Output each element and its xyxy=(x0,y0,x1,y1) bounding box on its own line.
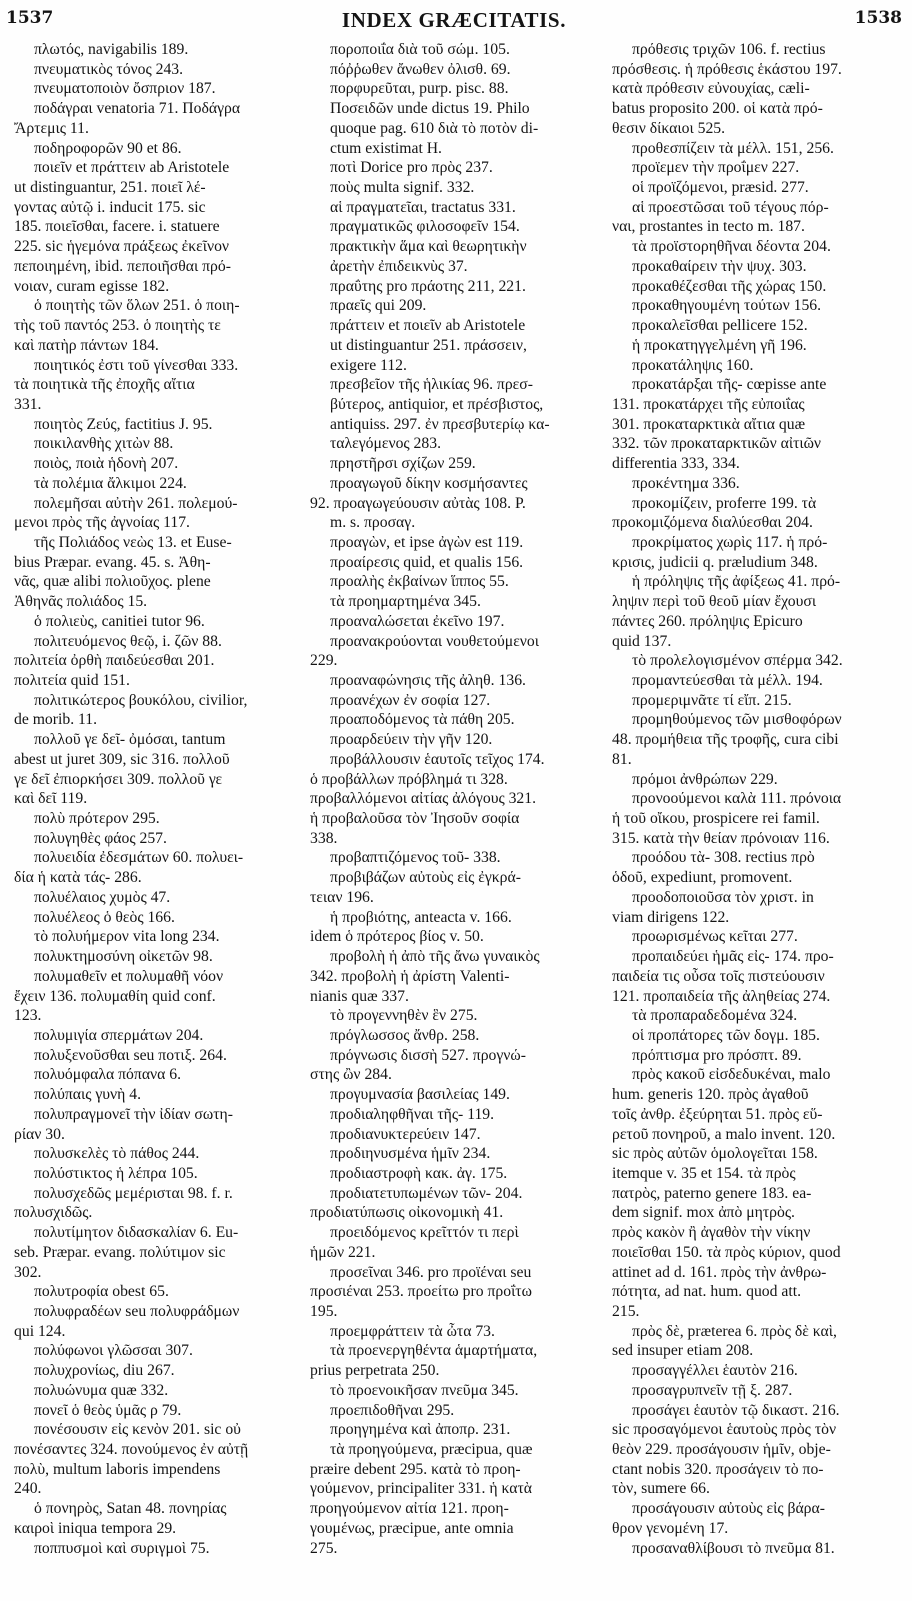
index-line: προβαλλόμενοι αἰτίας ἀλόγους 321. xyxy=(310,790,537,808)
index-line: bius Præpar. evang. 45. s. Ἀθη- xyxy=(14,553,211,571)
index-line: 302. xyxy=(14,1263,42,1281)
index-line: πολύπαις γυνὴ 4. xyxy=(34,1086,142,1104)
index-line: idem ὁ πρότερος βίος v. 50. xyxy=(310,928,484,946)
index-line: πόῤῥωθεν ἄνωθεν ὀλισθ. 69. xyxy=(330,60,511,78)
index-line: προδιατύπωσις οἰκονομικὴ 41. xyxy=(310,1204,504,1222)
index-line: πραΰτης pro πράοτης 211, 221. xyxy=(330,277,526,295)
index-line: οἱ προϊζόμενοι, præsid. 277. xyxy=(632,179,809,197)
index-line: προβάλλουσιν ἑαυτοῖς τεῖχος 174. xyxy=(330,750,545,768)
index-line: κατὰ πρόθεσιν εὐνουχίας, cæli- xyxy=(612,80,810,98)
index-line: πλωτός, navigabilis 189. xyxy=(34,41,189,58)
index-line: πατρὸς, paterno genere 183. ea- xyxy=(612,1184,812,1202)
index-line: προηγημένα καὶ ἀποπρ. 231. xyxy=(330,1421,511,1439)
index-line: 229. xyxy=(310,652,338,670)
index-line: sic προσαγόμενοι ἑαυτοὺς πρὸς τὸν xyxy=(612,1421,837,1439)
index-line: τὸν, sumere 66. xyxy=(612,1480,710,1498)
index-line: ρίαν 30. xyxy=(14,1125,65,1143)
index-line: γε δεῖ ἐπιορκήσει 309. πολλοῦ γε xyxy=(14,770,223,788)
index-line: πολὺ, multum laboris impendens xyxy=(14,1460,221,1478)
index-line: sed insuper etiam 208. xyxy=(612,1342,754,1360)
index-line: πρεσβεῖον τῆς ἡλικίας 96. πρεσ- xyxy=(330,376,533,394)
index-line: ποππυσμοὶ καὶ συριγμοὶ 75. xyxy=(34,1539,210,1557)
index-line: de morib. 11. xyxy=(14,711,98,729)
index-line: καὶ δεῖ 119. xyxy=(14,790,88,808)
index-line: ποδάγραι venatoria 71. Ποδάγρα xyxy=(34,100,241,118)
index-line: ποιὸς, ποιὰ ἡδονὴ 207. xyxy=(34,455,179,473)
index-line: προσάγει ἑαυτὸν τῷ δικαστ. 216. xyxy=(632,1401,840,1419)
index-line: 275. xyxy=(310,1539,338,1557)
index-line: προμεριμνᾶτε τί εἴπ. 215. xyxy=(632,691,792,709)
index-line: differentia 333, 334. xyxy=(612,455,740,473)
index-line: πρόγλωσσος ἄνθρ. 258. xyxy=(330,1026,480,1044)
index-line: προεπιδοθῆναι 295. xyxy=(330,1401,455,1419)
index-line: πονέσουσιν εἰς κενὸν 201. sic οὐ xyxy=(34,1421,241,1439)
index-line: προσαναθλίβουσι τὸ πνεῦμα 81. xyxy=(632,1539,835,1557)
index-line: ὁ πονηρὸς, Satan 48. πονηρίας xyxy=(34,1500,227,1518)
index-line: προδιαστροφὴ κακ. ἀγ. 175. xyxy=(330,1164,508,1182)
index-line: στης ὢν 284. xyxy=(310,1066,392,1084)
index-line: προδιατετυπωμένων τῶν- 204. xyxy=(330,1184,523,1202)
index-line: τὸ πολυήμερον vita long 234. xyxy=(34,928,220,946)
index-line: ποιεῖν et πράττειν ab Aristotele xyxy=(34,159,230,177)
index-line: πολυμαθεῖν et πολυμαθῆ νόον xyxy=(34,967,224,985)
index-line: κρισις, judicii q. præludium 348. xyxy=(612,553,818,571)
index-line: 342. προβολὴ ἡ ἀρίστη Valenti- xyxy=(310,967,510,985)
index-column-2 xyxy=(310,40,600,1558)
index-line: πραγματικῶς φιλοσοφεῖν 154. xyxy=(330,218,520,236)
index-line: τὴς τοῦ παντός 253. ὁ ποιητὴς τε xyxy=(14,317,221,335)
index-line: πράττειν et ποιεῖν ab Aristotele xyxy=(330,317,526,335)
page-title: INDEX GRÆCITATIS. xyxy=(341,8,567,32)
index-line: πονέσαντες 324. πονούμενος ἐν αὐτῇ xyxy=(14,1441,249,1459)
index-line: τὰ πολέμια ἄλκιμοι 224. xyxy=(34,474,187,492)
index-line: 240. xyxy=(14,1480,42,1498)
index-line: prius perpetrata 250. xyxy=(310,1362,440,1380)
index-line: quid 137. xyxy=(612,632,672,650)
index-line: τὸ προενοικῆσαν πνεῦμα 345. xyxy=(330,1381,519,1399)
index-line: ποιητικός ἐστι τοῦ γίνεσθαι 333. xyxy=(34,356,239,374)
index-line: νοιαν, curam egisse 182. xyxy=(14,277,170,295)
index-line: 131. προκατάρχει τῆς εὐποιΐας xyxy=(612,395,805,413)
index-line: hum. generis 120. πρὸς ἀγαθοῦ xyxy=(612,1086,809,1104)
index-line: ρετοῦ πονηροῦ, a malo invent. 120. xyxy=(612,1125,836,1143)
index-line: antiquiss. 297. ἐν πρεσβυτερίῳ κα- xyxy=(330,415,550,433)
index-line: ὁ προβάλλων πρόβλημά τι 328. xyxy=(310,770,508,788)
index-line: ποιεῖσθαι 150. τὰ πρὸς κύριον, quod xyxy=(612,1243,841,1261)
index-line: πολυξενοῦσθαι seu ποτιξ. 264. xyxy=(34,1046,227,1064)
index-line: m. s. προσαγ. xyxy=(330,514,416,532)
index-line: τὰ προενεργηθέντα ἁμαρτήματα, xyxy=(330,1342,538,1360)
index-line: ἡ τοῦ οἴκου, prospicere rei famil. xyxy=(612,810,820,828)
index-line: 185. ποιεῖσθαι, facere. i. statuere xyxy=(14,218,220,236)
index-line: προβιβάζων αὐτοὺς εἰς ἐγκρά- xyxy=(330,869,521,887)
index-line: προσαγγέλλει ἑαυτὸν 216. xyxy=(632,1362,798,1380)
index-line: πρόγνωσις δισσὴ 527. προγνώ- xyxy=(330,1046,526,1064)
index-line: προοδοποιοῦσα τὸν χριστ. in xyxy=(632,888,814,906)
index-line: præire debent 295. κατὰ τὸ προη- xyxy=(310,1460,521,1478)
index-line: πονεῖ ὁ θεὸς ὑμᾶς ρ 79. xyxy=(34,1401,182,1419)
index-line: ἡ πρόληψις τῆς ἀφίξεως 41. πρό- xyxy=(632,573,841,591)
index-line: πρὸς δὲ, præterea 6. πρὸς δὲ καὶ, xyxy=(632,1322,837,1340)
index-line: 225. sic ἡγεμόνα πράξεως ἐκεῖνον xyxy=(14,238,230,256)
index-line: πρόθεσις τριχῶν 106. f. rectius xyxy=(632,41,826,58)
index-line: ὁ πολιεὺς, canitiei tutor 96. xyxy=(34,612,205,630)
index-line: θρον γενομένη 17. xyxy=(612,1519,729,1537)
index-line: προσάγουσιν αὐτοὺς εἰς βάρα- xyxy=(632,1500,825,1518)
index-line: προκατάληψις 160. xyxy=(632,356,754,374)
index-line: 81. xyxy=(612,750,632,768)
index-line: πολυσχιδῶς. xyxy=(14,1204,93,1222)
index-line: προανέχων ἐν σοφία 127. xyxy=(330,691,491,709)
index-line: πάντες 260. πρόληψις Epicuro xyxy=(612,612,803,630)
index-line: ἀρετὴν ἐπιδεικνὺς 37. xyxy=(330,257,468,275)
index-line: θεσιν δίκαιοι 525. xyxy=(612,119,726,137)
index-line: 315. κατὰ τὴν θείαν πρόνοιαν 116. xyxy=(612,829,830,847)
index-line: προειδόμενος κρεῖττόν τι περὶ xyxy=(330,1224,519,1242)
index-line: τῆς Πολιάδος νεὼς 13. et Euse- xyxy=(34,533,232,551)
index-line: 121. προπαιδεία τῆς ἀληθείας 274. xyxy=(612,987,831,1005)
index-line: ποδηροφορῶν 90 et 86. xyxy=(34,139,182,157)
index-line: ut distinguantur, 251. ποιεῖ λέ- xyxy=(14,179,206,197)
index-line: προαναφώνησις τῆς ἀληθ. 136. xyxy=(330,672,526,689)
index-line: Ποσειδῶν unde dictus 19. Philo xyxy=(330,100,530,118)
index-line: δία ἡ κατὰ τάς- 286. xyxy=(14,869,142,887)
index-line: προσαγρυπνεῖν τῇ ξ. 287. xyxy=(632,1381,793,1399)
index-line: προαποδόμενος τὰ πάθη 205. xyxy=(330,711,515,729)
index-line: προαίρεσις quid, et qualis 156. xyxy=(330,553,524,571)
index-line: πολύφωνοι γλῶσσαι 307. xyxy=(34,1342,193,1360)
index-line: attinet ad d. 161. πρὸς τὴν ἀνθρω- xyxy=(612,1263,827,1281)
index-line: προδιανυκτερεύειν 147. xyxy=(330,1125,481,1143)
index-line: προκρίματος χωρὶς 117. ἡ πρό- xyxy=(632,533,828,551)
index-line: γοντας αὐτῷ i. inducit 175. sic xyxy=(14,198,206,216)
index-line: 123. xyxy=(14,1007,42,1025)
index-line: πρὸς κακὸν ἢ ἀγαθὸν τὴν νίκην xyxy=(612,1224,811,1242)
index-line: πότητα, ad nat. hum. quod att. xyxy=(612,1283,802,1301)
index-line: πολιτεία ὀρθὴ παιδεύεσθαι 201. xyxy=(14,652,215,670)
index-line: πολιτικώτερος βουκόλου, civilior, xyxy=(34,691,248,709)
index-line: προσεῖναι 346. pro προϊέναι seu xyxy=(330,1263,532,1281)
index-line: πολυσκελὲς τὸ πάθος 244. xyxy=(34,1145,200,1163)
index-line: καὶ πατὴρ πάντων 184. xyxy=(14,336,159,354)
index-line: τὰ προπαραδεδομένα 324. xyxy=(632,1007,798,1025)
index-line: προαγωγοῦ δίκην κοσμήσαντες xyxy=(330,474,528,492)
index-line: πρὸς κακοῦ εἰσδεδυκέναι, malo xyxy=(632,1066,831,1084)
index-line: πρόσθεσις. ἡ πρόθεσις ἑκάστου 197. xyxy=(612,60,842,78)
index-line: ὁδοῦ, expediunt, promovent. xyxy=(612,869,793,887)
index-line: seb. Præpar. evang. πολύτιμον sic xyxy=(14,1243,226,1261)
index-line: exigere 112. xyxy=(330,356,407,374)
index-line: προμηθούμενος τῶν μισθοφόρων xyxy=(632,711,842,729)
index-line: πνευματικὸς τόνος 243. xyxy=(34,60,184,78)
index-column-3 xyxy=(612,40,904,1558)
index-line: πολυκτημοσύνη οἰκετῶν 98. xyxy=(34,948,213,966)
index-line: ctum existimat H. xyxy=(330,139,442,157)
index-line: προκαθηγουμένη τούτων 156. xyxy=(632,297,822,315)
index-line: nianis quæ 337. xyxy=(310,987,409,1005)
index-line: παιδεία τις οὖσα τοῖς πιστεύουσιν xyxy=(612,967,825,985)
index-line: batus proposito 200. οἱ κατὰ πρό- xyxy=(612,100,823,118)
index-line: πολυφραδέων seu πολυφράδμων xyxy=(34,1303,240,1320)
index-line: προβολὴ ἡ ἀπὸ τῆς ἄνω γυναικὸς xyxy=(330,948,540,966)
index-line: προόδου τὰ- 308. rectius πρὸ xyxy=(632,849,815,867)
index-line: τοῖς ἀνθρ. ἐξεύρηται 51. πρὸς εὕ- xyxy=(612,1105,823,1123)
page-number-left: 1537 xyxy=(6,8,54,28)
index-line: προκαθέζεσθαι τῆς χώρας 150. xyxy=(632,277,827,295)
index-line: ποὺς multa signif. 332. xyxy=(330,179,475,197)
index-line: προκαθαίρειν τὴν ψυχ. 303. xyxy=(632,257,807,275)
index-line: quoque pag. 610 διὰ τὸ ποτὸν di- xyxy=(330,119,539,137)
index-line: dem signif. mox ἀπὸ μητρὸς. xyxy=(612,1204,795,1222)
index-line: abest ut juret 309, sic 316. πολλοῦ xyxy=(14,750,230,768)
index-line: προδιηνυσμένα ἡμῖν 234. xyxy=(330,1145,491,1163)
index-line: προβαπτιζόμενος τοῦ- 338. xyxy=(330,849,501,867)
index-line: προκατάρξαι τῆς- cœpisse ante xyxy=(632,376,827,394)
index-line: προαναλώσεται ἐκεῖνο 197. xyxy=(330,612,505,630)
index-line: ut distinguantur 251. πράσσειν, xyxy=(330,336,527,354)
index-line: πολυώνυμα quæ 332. xyxy=(34,1381,169,1399)
index-line: 195. xyxy=(310,1303,338,1320)
index-line: προκομιζόμενα διαλύεσθαι 204. xyxy=(612,514,813,532)
index-line: 331. xyxy=(14,395,42,413)
index-line: γουμένως, præcipue, ante omnia xyxy=(310,1519,514,1537)
index-line: 92. προαγωγεύουσιν αὐτὰς 108. P. xyxy=(310,494,526,512)
index-line: viam dirigens 122. xyxy=(612,908,730,926)
index-line: Ἄρτεμις 11. xyxy=(14,119,89,137)
index-line: πεποιημένη, ibid. πεποιῆσθαι πρό- xyxy=(14,257,231,275)
index-line: πολυτροφία obest 65. xyxy=(34,1283,169,1301)
index-line: προαρδεύειν τὴν γῆν 120. xyxy=(330,731,493,749)
index-line: qui 124. xyxy=(14,1322,66,1340)
index-line: προκέντημα 336. xyxy=(632,474,740,492)
index-line: μενοι πρὸς τῆς ἀγνοίας 117. xyxy=(14,514,190,532)
index-line: ἡ προβαλοῦσα τὸν Ἰησοῦν σοφία xyxy=(310,810,520,828)
index-line: 332. τῶν προκαταρκτικῶν αἰτιῶν xyxy=(612,435,822,453)
index-line: πολυμιγία σπερμάτων 204. xyxy=(34,1026,204,1044)
index-line: τὰ προημαρτημένα 345. xyxy=(330,593,481,611)
index-line: 301. προκαταρκτικὰ αἴτια quæ xyxy=(612,415,806,433)
index-line: προαλὴς ἐκβαίνων ἵππος 55. xyxy=(330,573,509,591)
index-column-1 xyxy=(14,40,298,1558)
index-line: ὁ ποιητὴς τῶν ὅλων 251. ὁ ποιη- xyxy=(34,297,240,315)
index-line: τὰ προηγούμενα, præcipua, quæ xyxy=(330,1441,533,1459)
index-line: πολλοῦ γε δεῖ- ὀμόσαι, tantum xyxy=(34,731,226,749)
index-line: sic πρὸς αὐτῶν ὁμολογεῖται 158. xyxy=(612,1145,818,1163)
index-line: τὰ ποιητικὰ τῆς ἐποχῆς αἴτια xyxy=(14,376,195,394)
index-line: προμαντεύεσθαι τὰ μέλλ. 194. xyxy=(632,672,823,689)
index-line: προπαιδεύει ἡμᾶς εἰς- 174. προ- xyxy=(632,948,834,966)
index-line: προανακρούονται νουθετούμενοι xyxy=(330,632,539,650)
index-line: πολυπραγμονεῖ τὴν ἰδίαν σωτη- xyxy=(34,1105,233,1123)
index-line: προγυμνασία βασιλείας 149. xyxy=(330,1086,510,1104)
index-line: πολὺ πρότερον 295. xyxy=(34,810,160,828)
index-line: αἱ προεστῶσαι τοῦ τέγους πόρ- xyxy=(632,198,829,216)
index-line: πολεμῆσαι αὐτὴν 261. πολεμού- xyxy=(34,494,238,512)
index-line: πολυέλαιος χυμὸς 47. xyxy=(34,888,171,906)
index-line: πρηστῆρσι σχίζων 259. xyxy=(330,455,476,473)
index-line: νᾶς, quæ alibi πολιοῦχος. plene xyxy=(14,573,211,591)
index-line: προκομίζειν, proferre 199. τὰ xyxy=(632,494,817,512)
index-line: τὰ προϊστορηθῆναι δέοντα 204. xyxy=(632,238,831,256)
index-line: ποτὶ Dorice pro πρὸς 237. xyxy=(330,159,493,177)
index-line: προθεσπίζειν τὰ μέλλ. 151, 256. xyxy=(632,139,834,157)
index-line: πολυχρονίως, diu 267. xyxy=(34,1362,175,1380)
index-line: πολυέλεος ὁ θεὸς 166. xyxy=(34,908,175,926)
index-line: Ἀθηνᾶς πολιάδος 15. xyxy=(14,593,148,611)
index-line: πνευματοποιὸν ὄσπριον 187. xyxy=(34,80,216,98)
index-line: οἱ προπάτορες τῶν δογμ. 185. xyxy=(632,1026,820,1044)
index-line: προωρισμένως κεῖται 277. xyxy=(632,928,798,946)
page-header xyxy=(6,8,902,36)
index-line: πρόπτισμα pro πρόσπτ. 89. xyxy=(632,1046,802,1064)
index-line: αἱ πραγματεῖαι, tractatus 331. xyxy=(330,198,516,216)
index-line: τὸ προγεννηθὲν ἓν 275. xyxy=(330,1007,478,1025)
index-line: ἡμῶν 221. xyxy=(310,1243,376,1261)
index-line: προδιαληφθῆναι τῆς- 119. xyxy=(330,1105,495,1123)
index-line: ληψιν περὶ τοῦ θεοῦ μίαν ἔχουσι xyxy=(612,593,817,611)
index-line: ταλεγόμενος 283. xyxy=(330,435,442,453)
index-line: πρόμοι ἀνθρώπων 229. xyxy=(632,770,778,788)
index-line: πολυγηθὲς φάος 257. xyxy=(34,829,167,847)
index-line: πολυειδία ἐδεσμάτων 60. πολυει- xyxy=(34,849,244,867)
index-line: ἡ προκατηγγελμένη γῆ 196. xyxy=(632,336,807,354)
index-line: προαγὼν, et ipse ἀγὼν est 119. xyxy=(330,533,524,551)
index-line: πρακτικὴν ἅμα καὶ θεωρητικὴν xyxy=(330,238,527,256)
index-line: προνοούμενοι καλὰ 111. πρόνοια xyxy=(632,790,842,808)
index-line: πραεῖς qui 209. xyxy=(330,297,427,315)
index-line: 338. xyxy=(310,829,338,847)
index-line: 215. xyxy=(612,1303,640,1320)
index-line: ctant nobis 320. προσάγειν τὸ πο- xyxy=(612,1460,824,1478)
index-line: ναι, prostantes in tecto m. 187. xyxy=(612,218,805,236)
index-line: καιροὶ iniqua tempora 29. xyxy=(14,1519,177,1537)
index-line: πολυόμφαλα πόπανα 6. xyxy=(34,1066,182,1084)
index-line: προεμφράττειν τὰ ὦτα 73. xyxy=(330,1322,495,1340)
index-line: γούμενον, principaliter 331. ἡ κατὰ xyxy=(310,1480,533,1498)
index-line: προηγούμενον αἰτία 121. προη- xyxy=(310,1500,509,1518)
index-line: προσιέναι 253. προείτω pro προΐτω xyxy=(310,1283,532,1301)
index-line: θεὸν 229. προσάγουσιν ἡμῖν, obje- xyxy=(612,1441,831,1459)
index-line: ποιητὸς Ζεύς, factitius J. 95. xyxy=(34,415,213,433)
index-line: ἔχειν 136. πολυμαθίη quid conf. xyxy=(14,987,216,1005)
index-line: πολιτευόμενος θεῷ, i. ζῶν 88. xyxy=(34,632,222,650)
index-line: πολύστικτος ἡ λέπρα 105. xyxy=(34,1164,198,1182)
index-line: πολυσχεδῶς μεμέρισται 98. f. r. xyxy=(34,1184,233,1202)
index-line: πορφυρεῦται, purp. pisc. 88. xyxy=(330,80,509,98)
index-line: βύτερος, antiquior, et πρέσβιστος, xyxy=(330,395,544,413)
index-line: τὸ προλελογισμένον σπέρμα 342. xyxy=(632,652,843,670)
index-line: προϊεμεν τὴν προΐμεν 227. xyxy=(632,159,800,177)
index-line: τειαν 196. xyxy=(310,888,374,906)
index-line: πoρoποιΐα διὰ τοῦ σώμ. 105. xyxy=(330,41,510,58)
index-line: 48. προμήθεια τῆς τροφῆς, cura cibi xyxy=(612,731,839,749)
index-line: προκαλεῖσθαι pellicere 152. xyxy=(632,317,808,335)
index-line: ἡ προβιότης, anteacta v. 166. xyxy=(330,908,512,926)
index-line: ποικιλανθὴς χιτὼν 88. xyxy=(34,435,174,453)
page-number-right: 1538 xyxy=(854,8,902,28)
index-line: πολυτίμητον διδασκαλίαν 6. Eu- xyxy=(34,1224,239,1242)
index-line: itemque v. 35 et 154. τὰ πρὸς xyxy=(612,1164,796,1182)
index-line: πολιτεία quid 151. xyxy=(14,672,130,689)
